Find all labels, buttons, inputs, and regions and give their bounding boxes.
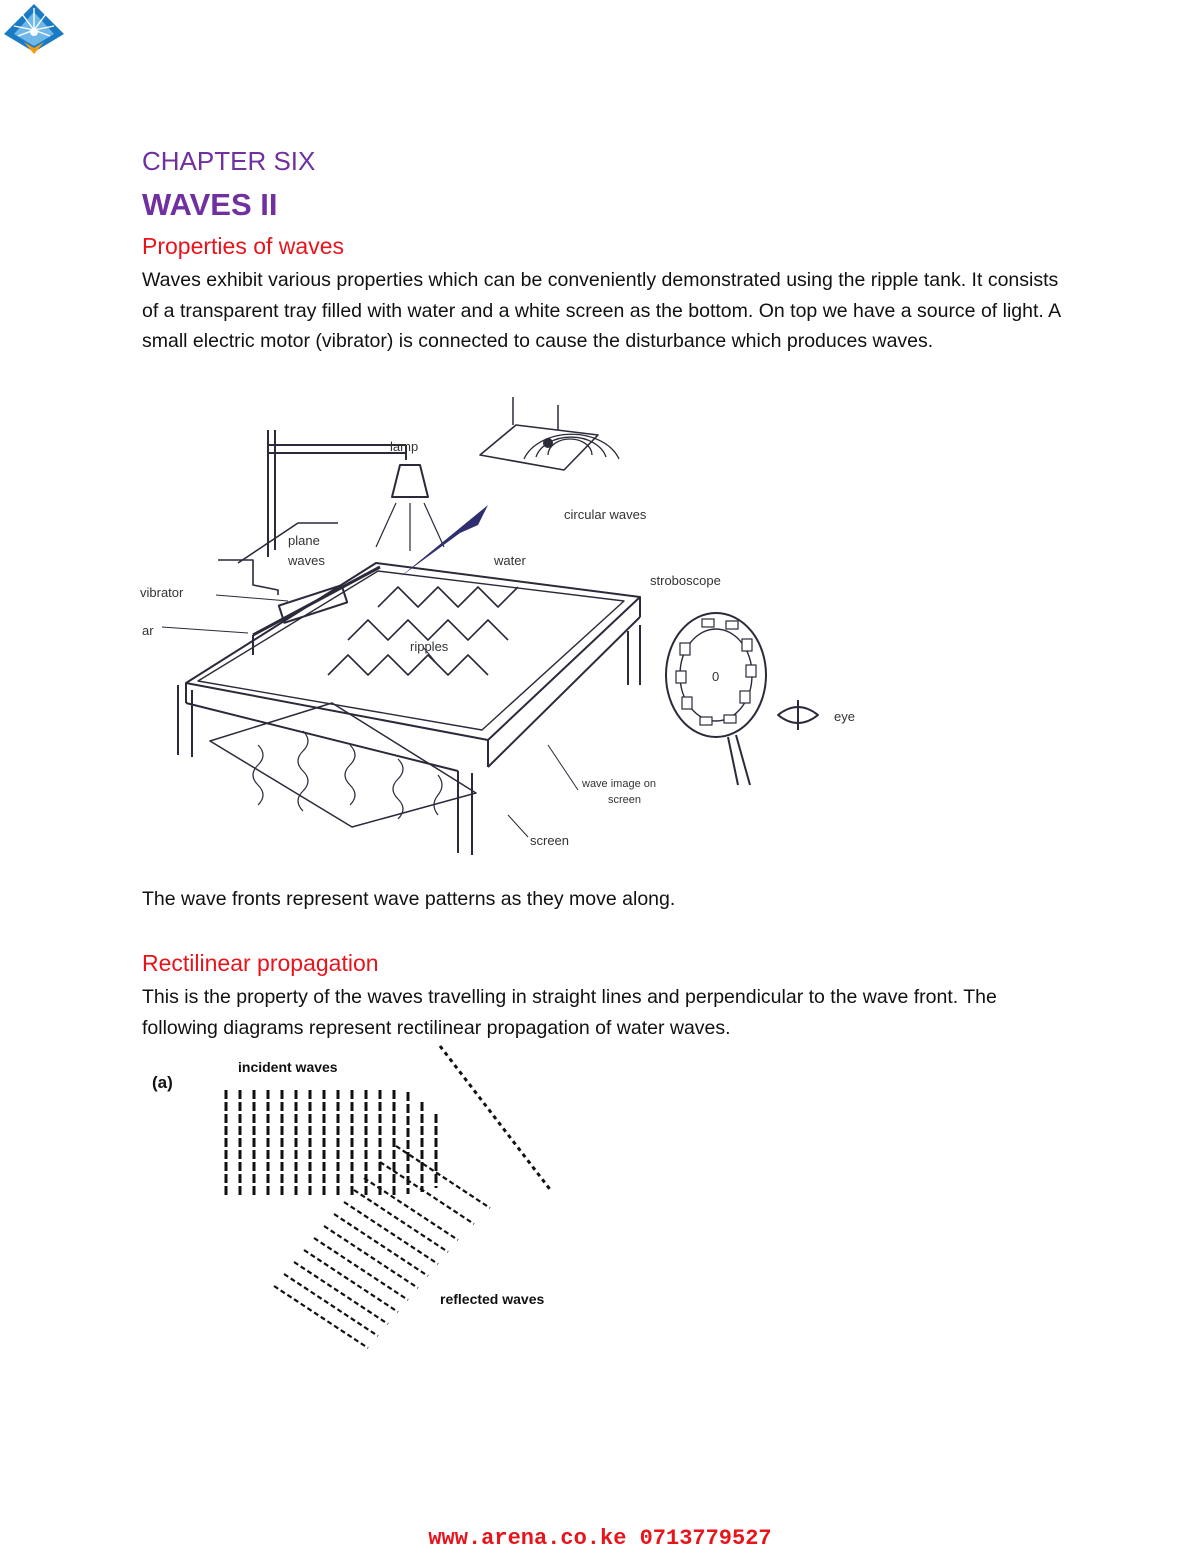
ripple-tank-diagram: [138, 385, 870, 865]
publisher-diamond-logo-icon: [2, 2, 66, 58]
label-strobe-center: 0: [712, 669, 720, 684]
footer-contact: www.arena.co.ke 0713779527: [428, 1526, 772, 1551]
label-lamp: lamp: [390, 439, 419, 454]
ripple-line: [328, 655, 488, 675]
label-eye: eye: [834, 709, 855, 724]
chapter-label: CHAPTER SIX: [142, 146, 316, 176]
page-title: WAVES II: [142, 187, 278, 222]
section-heading-rectilinear: Rectilinear propagation: [142, 950, 379, 976]
reflector-barrier: [440, 1046, 552, 1192]
label-bar: ar: [142, 623, 154, 638]
incident-wavefronts: [226, 1090, 436, 1198]
label-plane-waves-2: waves: [288, 553, 325, 568]
section-heading-properties: Properties of waves: [142, 233, 344, 259]
label-incident-waves: incident waves: [238, 1059, 338, 1075]
label-stroboscope: stroboscope: [650, 573, 721, 588]
reflected-wavefronts: [274, 1146, 490, 1348]
inset-arrow-icon: [400, 505, 488, 577]
figure-caption: The wave fronts represent wave patterns as they move along.: [142, 888, 676, 910]
label-wave-image-2: screen: [608, 794, 642, 806]
circular-waves-inset: [480, 425, 598, 470]
label-wave-image-1: wave image on: [582, 778, 656, 790]
rectilinear-propagation-diagram: [148, 1042, 588, 1364]
lamp-shade: [392, 465, 428, 497]
label-circular-waves: circular waves: [564, 507, 647, 522]
label-vibrator: vibrator: [140, 585, 184, 600]
label-water: water: [494, 553, 526, 568]
label-plane-waves-1: plane: [288, 533, 320, 548]
rectilinear-paragraph: This is the property of the waves travelling in straight lines and perpendicular to the wave front. The following diagrams represent rectilinear propagation of water waves.: [142, 986, 997, 1039]
label-ripples: ripples: [410, 639, 449, 654]
properties-paragraph: Waves exhibit various properties which can be conveniently demonstrated using the ripple tank. It consists of a transparent tray filled with water and a white screen as the bottom. On top we have a source of light. A small electric motor (vibrator) is connected to cause the disturbance which produces waves.: [142, 269, 1061, 352]
label-reflected-waves: reflected waves: [440, 1291, 545, 1307]
label-part-a: (a): [152, 1073, 173, 1092]
label-screen: screen: [530, 833, 570, 848]
